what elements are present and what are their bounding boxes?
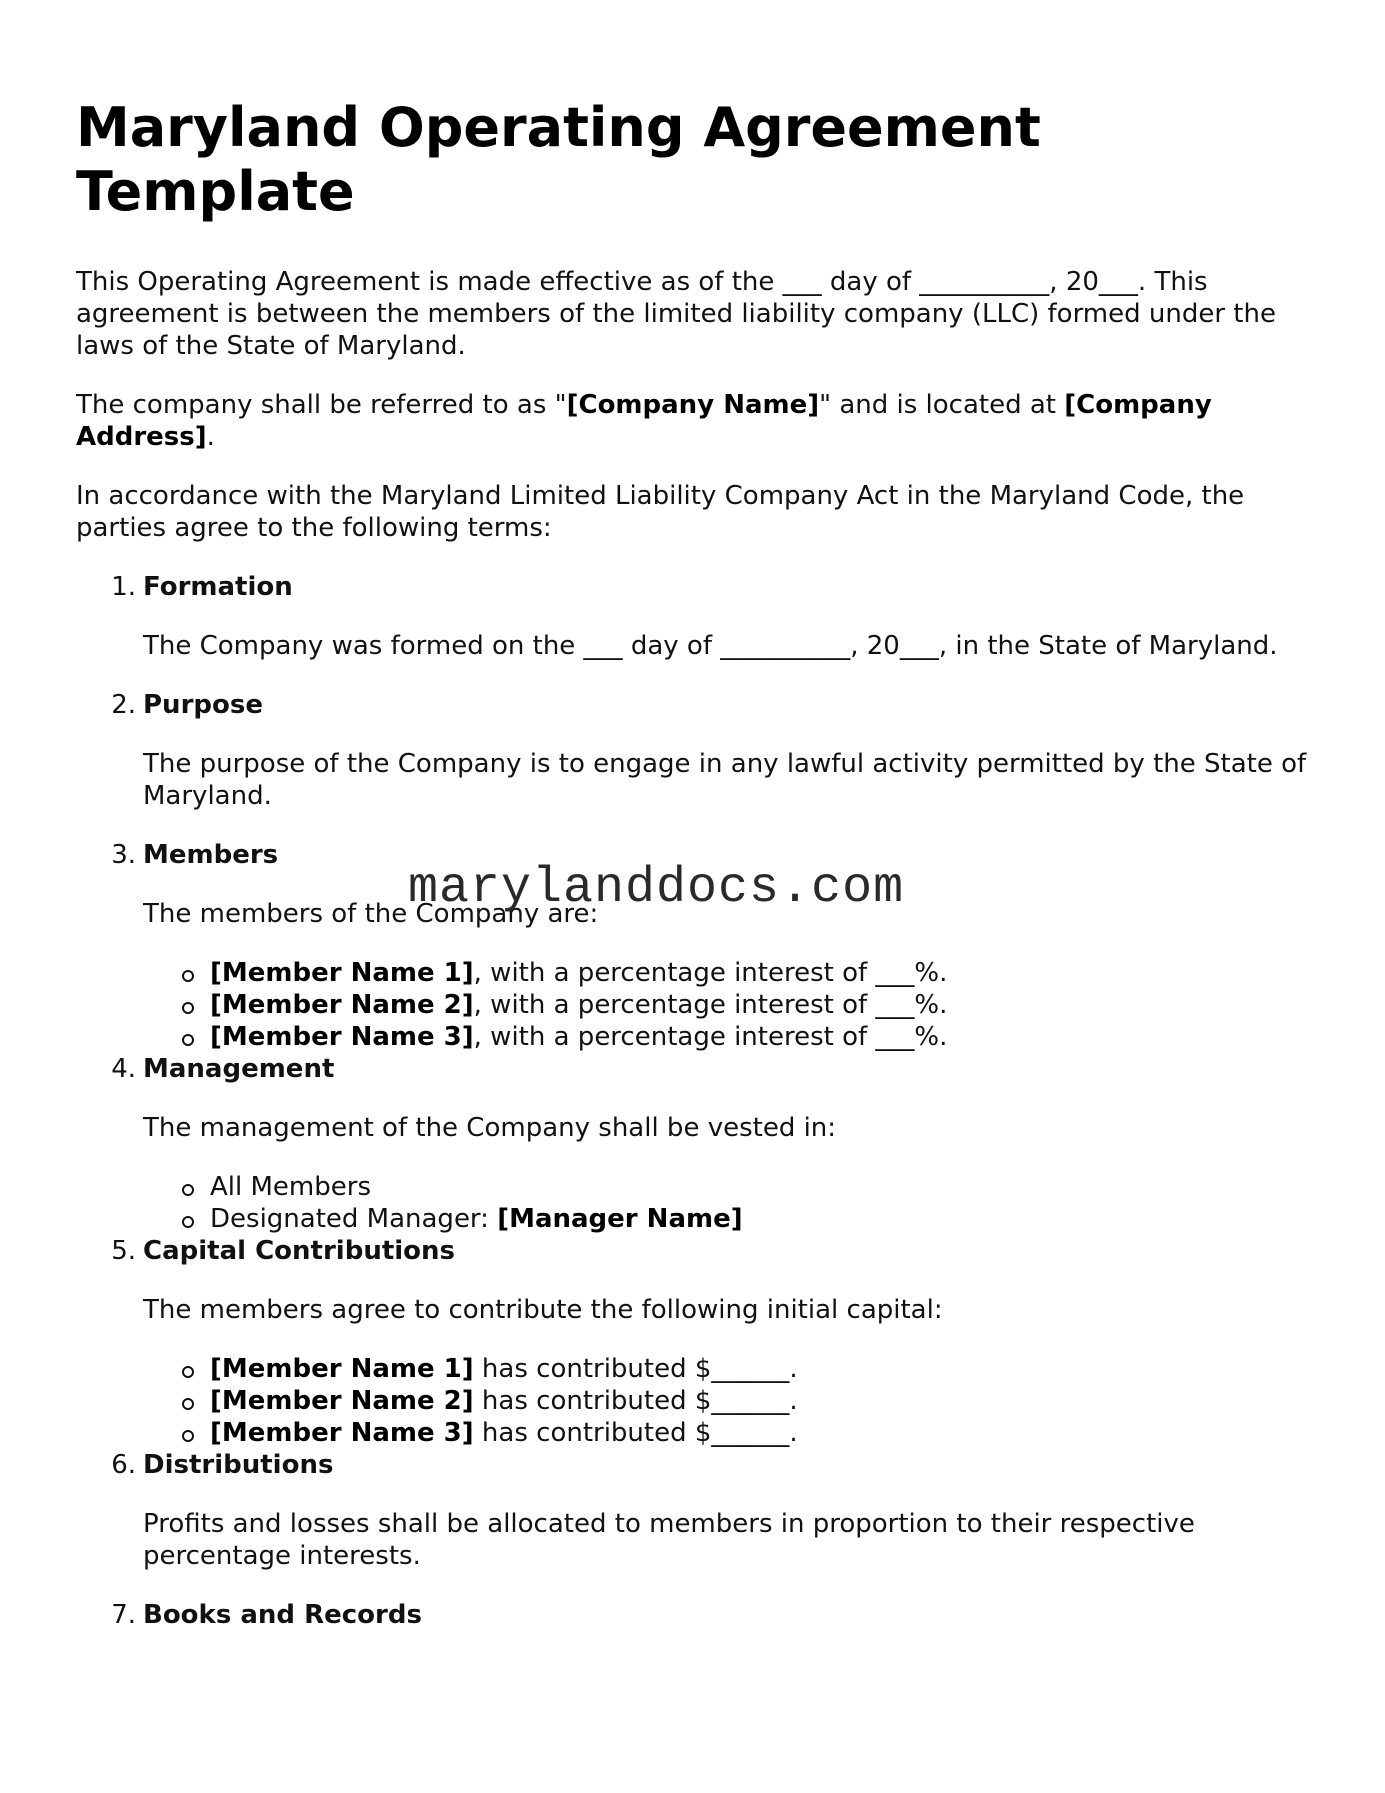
section-number: 6. — [111, 1450, 136, 1480]
sections-list-continued-2 — [76, 1235, 1321, 1326]
section-title: Members — [143, 840, 279, 870]
list-item — [143, 1171, 1321, 1203]
section-number: 2. — [111, 690, 136, 720]
list-item — [143, 1385, 1321, 1417]
list-item — [143, 989, 1321, 1021]
member-name: [Member Name 3] — [210, 1418, 474, 1448]
member-interest: , with a percentage interest of ___%. — [473, 990, 948, 1020]
member-name: [Member Name 2] — [210, 1386, 474, 1416]
member-interest: , with a percentage interest of ___%. — [473, 1022, 948, 1052]
member-name: [Member Name 1] — [210, 1354, 474, 1384]
list-item — [143, 1417, 1321, 1449]
list-item — [143, 1203, 1321, 1235]
management-option: Designated Manager: — [210, 1204, 498, 1234]
section-title: Management — [143, 1054, 335, 1084]
section-body: The management of the Company shall be vested in: — [143, 1113, 837, 1143]
section-title: Books and Records — [143, 1600, 422, 1630]
section-body: The purpose of the Company is to engage in any lawful activity permitted by the State of Maryland. — [143, 749, 1307, 811]
intro-accordance-paragraph: In accordance with the Maryland Limited Liability Company Act in the Maryland Code, the parties agree to the following terms: — [76, 481, 1245, 543]
contribution-text: has contributed $______. — [473, 1386, 798, 1416]
company-text-post: . — [206, 422, 215, 452]
list-item — [143, 1021, 1321, 1053]
list-item — [143, 1353, 1321, 1385]
sections-list-continued-3 — [76, 1449, 1321, 1631]
management-list — [143, 1171, 1321, 1235]
section-number: 5. — [111, 1236, 136, 1266]
company-text-mid: " and is located at — [819, 390, 1065, 420]
member-name: [Member Name 3] — [210, 1022, 474, 1052]
intro-effective-paragraph: This Operating Agreement is made effective as of the ___ day of __________, 20___. This agreement is between the members of the limited liability company (LLC) formed under the laws of the State of Maryland. — [76, 267, 1276, 361]
section-title: Purpose — [143, 690, 263, 720]
section-formation — [76, 571, 1321, 662]
company-address-placeholder: [Company Address] — [76, 390, 1212, 452]
intro-company-paragraph — [76, 389, 1321, 453]
member-interest: , with a percentage interest of ___%. — [473, 958, 948, 988]
company-name-placeholder: [Company Name] — [566, 390, 820, 420]
section-books-and-records — [76, 1599, 1321, 1631]
section-body: The members of the Company are: — [143, 899, 599, 929]
section-body: The members agree to contribute the following initial capital: — [143, 1295, 943, 1325]
section-number: 7. — [111, 1600, 136, 1630]
document-title: Maryland Operating Agreement Template — [76, 96, 1041, 223]
section-number: 4. — [111, 1054, 136, 1084]
section-title: Distributions — [143, 1450, 334, 1480]
members-list — [143, 957, 1321, 1053]
contribution-text: has contributed $______. — [473, 1418, 798, 1448]
watermark-text: marylanddocs.com — [408, 860, 905, 917]
company-text-pre: The company shall be referred to as " — [76, 390, 567, 420]
section-distributions — [76, 1449, 1321, 1572]
contribution-text: has contributed $______. — [473, 1354, 798, 1384]
management-option: All Members — [210, 1172, 371, 1202]
contributions-list — [143, 1353, 1321, 1449]
sections-list-continued — [76, 1053, 1321, 1144]
list-item — [143, 957, 1321, 989]
section-capital-contributions — [76, 1235, 1321, 1326]
section-management — [76, 1053, 1321, 1144]
member-name: [Member Name 1] — [210, 958, 474, 988]
section-body: The Company was formed on the ___ day of __________, 20___, in the State of Maryland. — [143, 631, 1278, 661]
section-purpose — [76, 689, 1321, 812]
section-number: 1. — [111, 572, 136, 602]
member-name: [Member Name 2] — [210, 990, 474, 1020]
section-body: Profits and losses shall be allocated to members in proportion to their respective percentage interests. — [143, 1509, 1195, 1571]
section-title: Capital Contributions — [143, 1236, 456, 1266]
manager-name-placeholder: [Manager Name] — [497, 1204, 743, 1234]
section-title: Formation — [143, 572, 293, 602]
section-number: 3. — [111, 840, 136, 870]
